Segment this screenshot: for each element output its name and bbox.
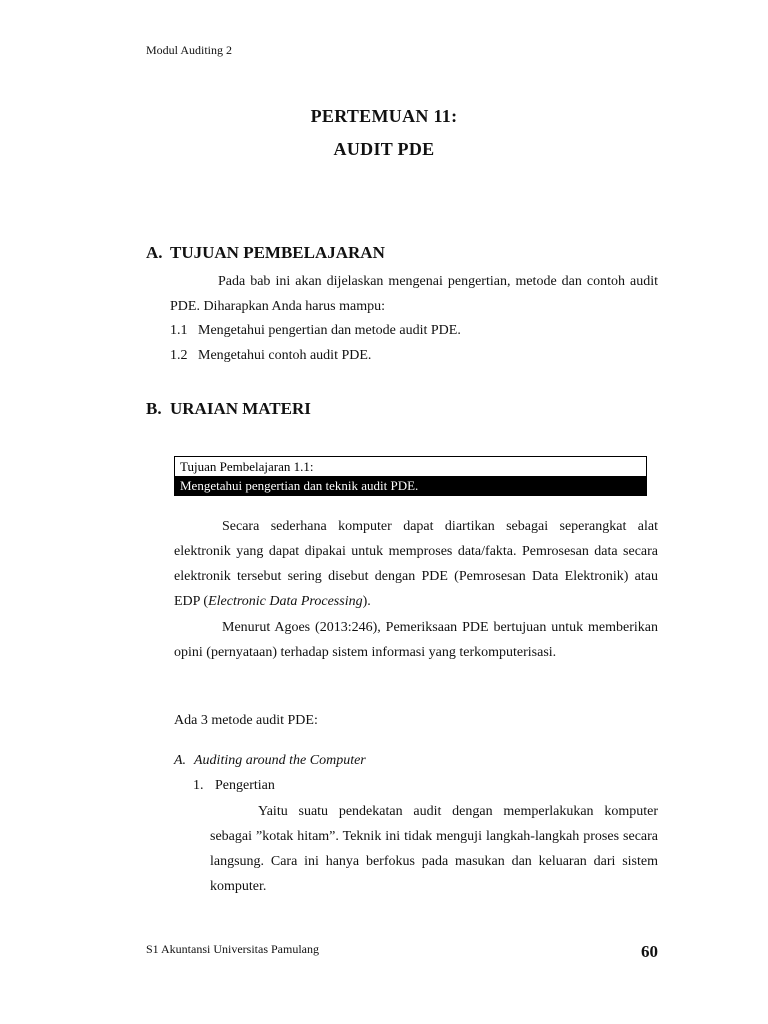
page-number: 60 — [641, 942, 658, 961]
section-b-number: B. — [146, 399, 162, 418]
section-a-heading — [146, 243, 385, 263]
subpoint-paragraph: Yaitu suatu pendekatan audit dengan memperlakukan komputer sebagai ”kotak hitam”. Teknik ini tidak menguji langkah-langkah proses secara langsung. Cara ini hanya berfokus pada masukan dan keluaran dari sistem komputer. — [210, 804, 658, 894]
learning-objective-box — [174, 456, 647, 496]
footer-institution: S1 Akuntansi Universitas Pamulang — [146, 942, 319, 956]
section-b-heading — [146, 399, 311, 419]
section-b-title: URAIAN MATERI — [170, 399, 311, 418]
paragraph-definition-end: ). — [362, 594, 371, 609]
paragraph-agoes: Menurut Agoes (2013:246), Pemeriksaan PDE bertujuan untuk memberikan opini (pernyataan) terhadap sistem informasi yang terkomputerisasi. — [174, 620, 658, 660]
objective-box-text: Mengetahui pengertian dan teknik audit PDE. — [175, 476, 646, 495]
subpoint-number: 1. — [193, 778, 204, 793]
method-a-letter: A. — [174, 753, 187, 768]
section-a-intro: Pada bab ini akan dijelaskan mengenai pengertian, metode dan contoh audit PDE. Diharapkan Anda harus mampu: — [170, 274, 658, 314]
chapter-title-line2: AUDIT PDE — [333, 139, 435, 159]
subpoint-heading — [193, 778, 275, 794]
objective-item — [170, 323, 461, 339]
methods-intro: Ada 3 metode audit PDE: — [174, 713, 318, 728]
objective-text: Mengetahui contoh audit PDE. — [198, 348, 372, 363]
running-header: Modul Auditing 2 — [146, 43, 233, 57]
edp-term: Electronic Data Processing — [208, 594, 363, 609]
objective-number: 1.1 — [170, 323, 188, 338]
objective-number: 1.2 — [170, 348, 188, 363]
objective-item — [170, 348, 371, 364]
objective-box-label: Tujuan Pembelajaran 1.1: — [175, 457, 646, 476]
method-a-title: Auditing around the Computer — [194, 753, 366, 768]
subpoint-title: Pengertian — [215, 778, 275, 793]
paragraph-definition-text: Secara sederhana komputer dapat diartikan sebagai seperangkat alat elektronik yang dapat dipakai untuk memproses data/fakta. Pemrosesan data secara elektronik tersebut sering disebut dengan PDE (Pemrosesan Data Elektronik) atau EDP ( — [174, 519, 658, 609]
chapter-title-line1: PERTEMUAN 11: — [310, 106, 458, 126]
section-a-number: A. — [146, 243, 163, 262]
objective-text: Mengetahui pengertian dan metode audit PDE. — [198, 323, 461, 338]
method-a-heading — [174, 753, 366, 769]
paragraph-definition — [174, 514, 658, 614]
section-a-title: TUJUAN PEMBELAJARAN — [170, 243, 385, 262]
